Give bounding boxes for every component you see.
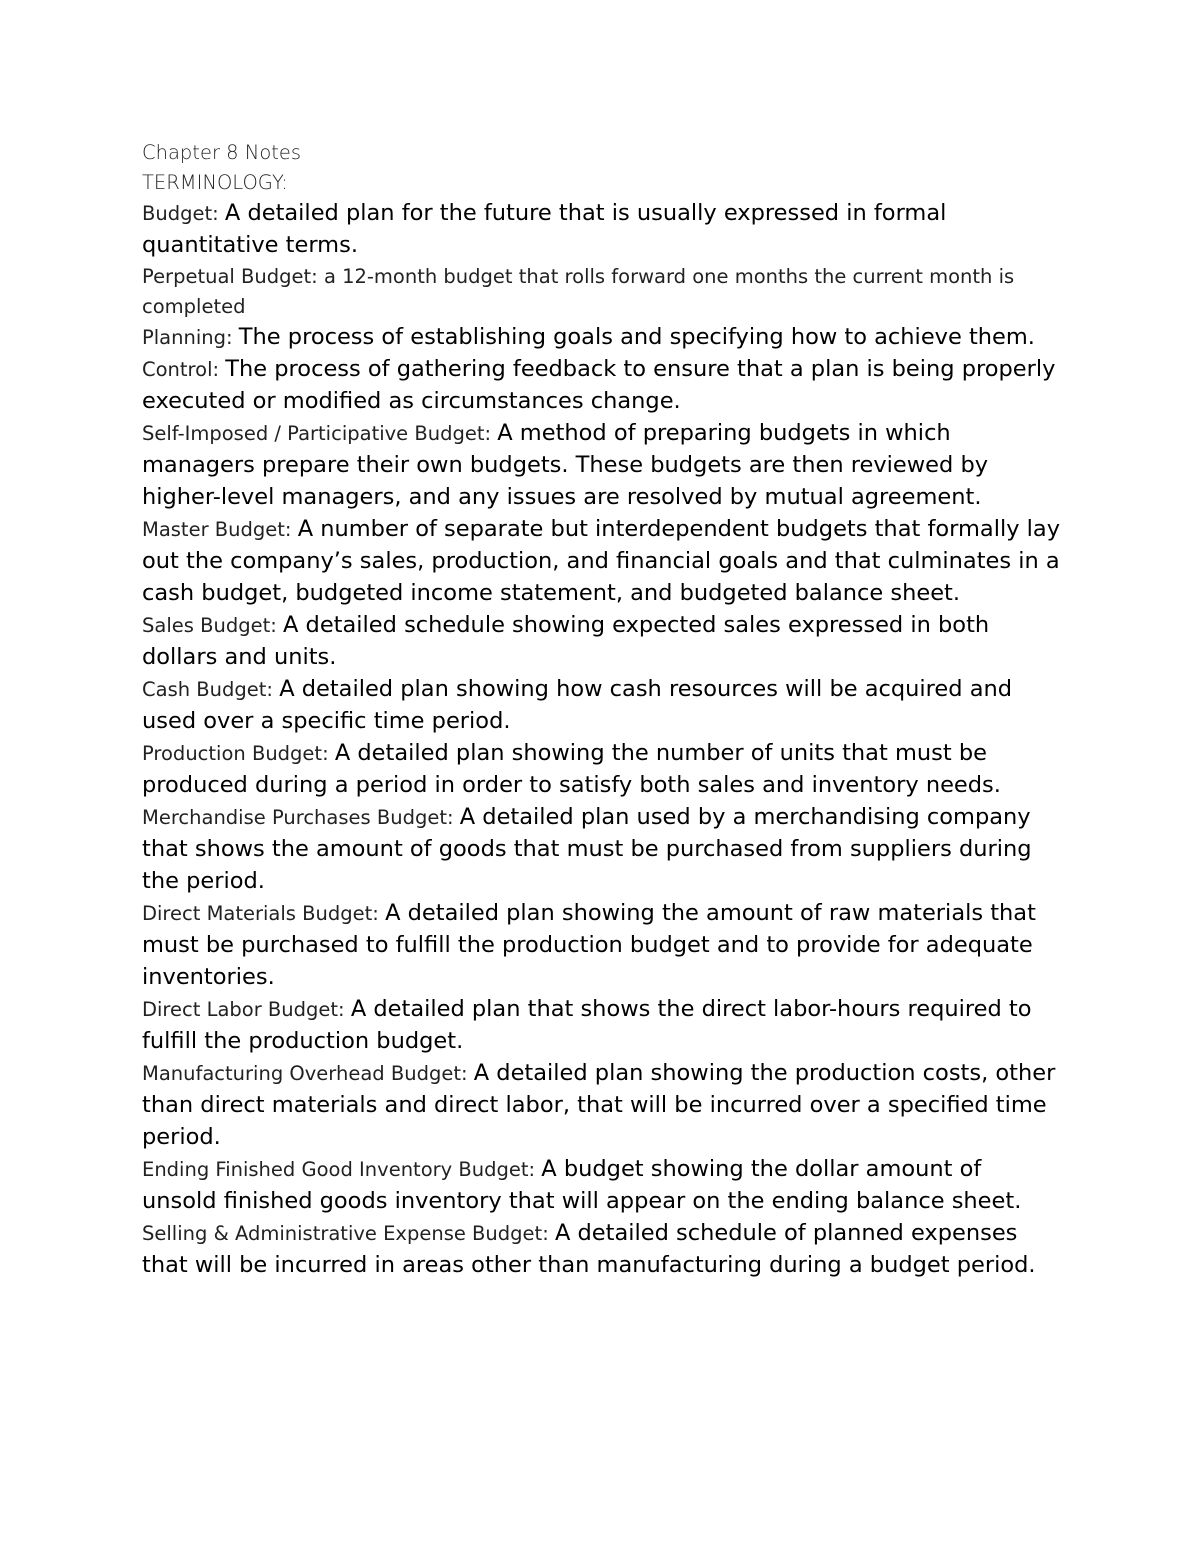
term-label: Master Budget:	[142, 518, 298, 541]
term-entry-ending-finished-goods-budget	[142, 1154, 1062, 1218]
term-label: Direct Materials Budget:	[142, 902, 386, 925]
term-entry-merchandise-purchases-budget	[142, 802, 1062, 898]
term-label: Control:	[142, 358, 226, 381]
term-entry-production-budget	[142, 738, 1062, 802]
term-entry-direct-materials-budget	[142, 898, 1062, 994]
term-entry-cash-budget	[142, 674, 1062, 738]
term-entry-direct-labor-budget	[142, 994, 1062, 1058]
term-entry-master-budget	[142, 514, 1062, 610]
term-label: Ending Finished Good Inventory Budget:	[142, 1158, 542, 1181]
term-definition: A number of separate but interdependent budgets that formally lay out the company’s sales, production, and financial goals and that culminates in a cash budget, budgeted income statement, and budgeted balance sheet.	[142, 516, 1061, 606]
term-label: Production Budget:	[142, 742, 335, 765]
term-definition: A detailed schedule of planned expenses that will be incurred in areas other than manufacturing during a budget period.	[142, 1220, 1036, 1278]
term-definition: A detailed plan showing the number of units that must be produced during a period in order to satisfy both sales and inventory needs.	[142, 740, 1001, 798]
term-entry-selling-admin-expense-budget	[142, 1218, 1062, 1282]
term-definition: A detailed plan for the future that is usually expressed in formal quantitative terms.	[142, 200, 947, 258]
term-entry-self-imposed-budget	[142, 418, 1062, 514]
term-definition: A detailed plan showing the production costs, other than direct materials and direct labor, that will be incurred over a specified time period.	[142, 1060, 1056, 1150]
term-definition: A method of preparing budgets in which managers prepare their own budgets. These budgets are then reviewed by higher-level managers, and any issues are resolved by mutual agreement.	[142, 420, 989, 510]
term-label: Selling & Administrative Expense Budget:	[142, 1222, 555, 1245]
term-label: Planning:	[142, 326, 239, 349]
term-definition: A detailed plan showing how cash resources will be acquired and used over a specific time period.	[142, 676, 1013, 734]
term-label: Self-Imposed / Participative Budget:	[142, 422, 498, 445]
term-label: Budget:	[142, 202, 225, 225]
term-definition: a 12-month budget that rolls forward one months the current month is completed	[142, 265, 1015, 318]
term-definition: The process of establishing goals and specifying how to achieve them.	[238, 324, 1035, 350]
term-entry-budget	[142, 198, 1062, 262]
term-definition: A detailed plan used by a merchandising company that shows the amount of goods that must be purchased from suppliers during the period.	[142, 804, 1032, 894]
term-definition: A detailed plan showing the amount of raw materials that must be purchased to fulfill the production budget and to provide for adequate inventories.	[142, 900, 1036, 990]
document-title: Chapter 8 Notes	[142, 141, 302, 164]
document-body	[142, 138, 1062, 1282]
term-entry-planning	[142, 322, 1062, 354]
term-entry-sales-budget	[142, 610, 1062, 674]
term-label: Manufacturing Overhead Budget:	[142, 1062, 474, 1085]
term-definition: A budget showing the dollar amount of unsold finished goods inventory that will appear on the ending balance sheet.	[142, 1156, 1022, 1214]
term-entry-control	[142, 354, 1062, 418]
term-entry-perpetual-budget	[142, 262, 1062, 322]
term-label: Perpetual Budget:	[142, 265, 324, 288]
section-heading: TERMINOLOGY:	[142, 171, 288, 194]
term-label: Sales Budget:	[142, 614, 284, 637]
term-definition: A detailed plan that shows the direct labor-hours required to fulfill the production budget.	[142, 996, 1032, 1054]
term-label: Cash Budget:	[142, 678, 280, 701]
term-label: Direct Labor Budget:	[142, 998, 351, 1021]
term-entry-manufacturing-overhead-budget	[142, 1058, 1062, 1154]
term-label: Merchandise Purchases Budget:	[142, 806, 460, 829]
term-definition: A detailed schedule showing expected sales expressed in both dollars and units.	[142, 612, 990, 670]
term-definition: The process of gathering feedback to ensure that a plan is being properly executed or modified as circumstances change.	[142, 356, 1056, 414]
